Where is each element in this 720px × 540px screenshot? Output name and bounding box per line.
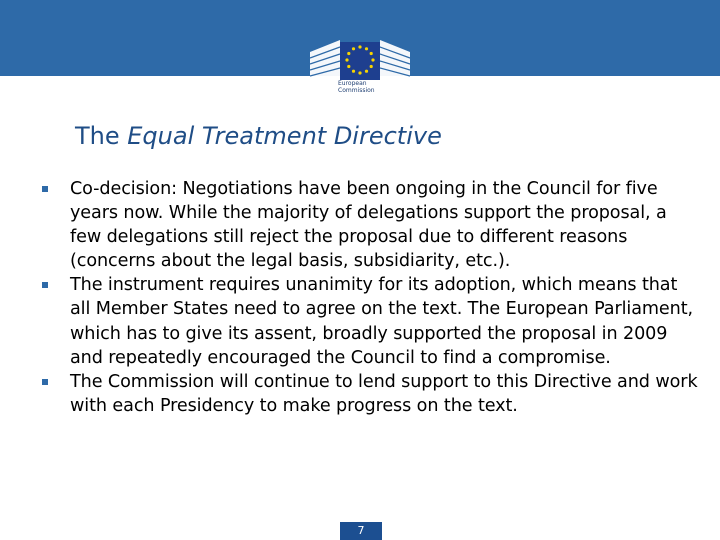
logo-wordmark xyxy=(338,80,375,94)
logo-line-2: Commission xyxy=(338,87,375,94)
bullet-item xyxy=(40,177,700,273)
bullet-list xyxy=(40,177,700,418)
eu-flag-icon xyxy=(340,42,380,80)
bullet-square-icon xyxy=(42,282,48,288)
title-prefix: The xyxy=(75,122,128,150)
title-emphasis: Equal Treatment Directive xyxy=(127,122,442,150)
logo-line-1: European xyxy=(338,80,367,87)
bullet-square-icon xyxy=(42,379,48,385)
bullet-item xyxy=(40,273,700,369)
bullet-text: The instrument requires unanimity for its adoption, which means that all Member States need to agree on the text. The European Parliament, which has to give its assent, broadly supported the proposal in 2009 and repeatedly encouraged the Council to find a compromise. xyxy=(70,275,693,368)
bullet-text: The Commission will continue to lend support to this Directive and work with each Presidency to make progress on the text. xyxy=(70,371,698,416)
slide-title xyxy=(75,122,442,150)
bullet-item xyxy=(40,370,700,418)
page-number-badge: 7 xyxy=(340,522,382,540)
bullet-square-icon xyxy=(42,186,48,192)
bullet-text: Co-decision: Negotiations have been ongoing in the Council for five years now. While the majority of delegations support the proposal, a few delegations still reject the proposal due to different reasons (concerns about the legal basis, subsidiarity, etc.). xyxy=(70,179,667,272)
